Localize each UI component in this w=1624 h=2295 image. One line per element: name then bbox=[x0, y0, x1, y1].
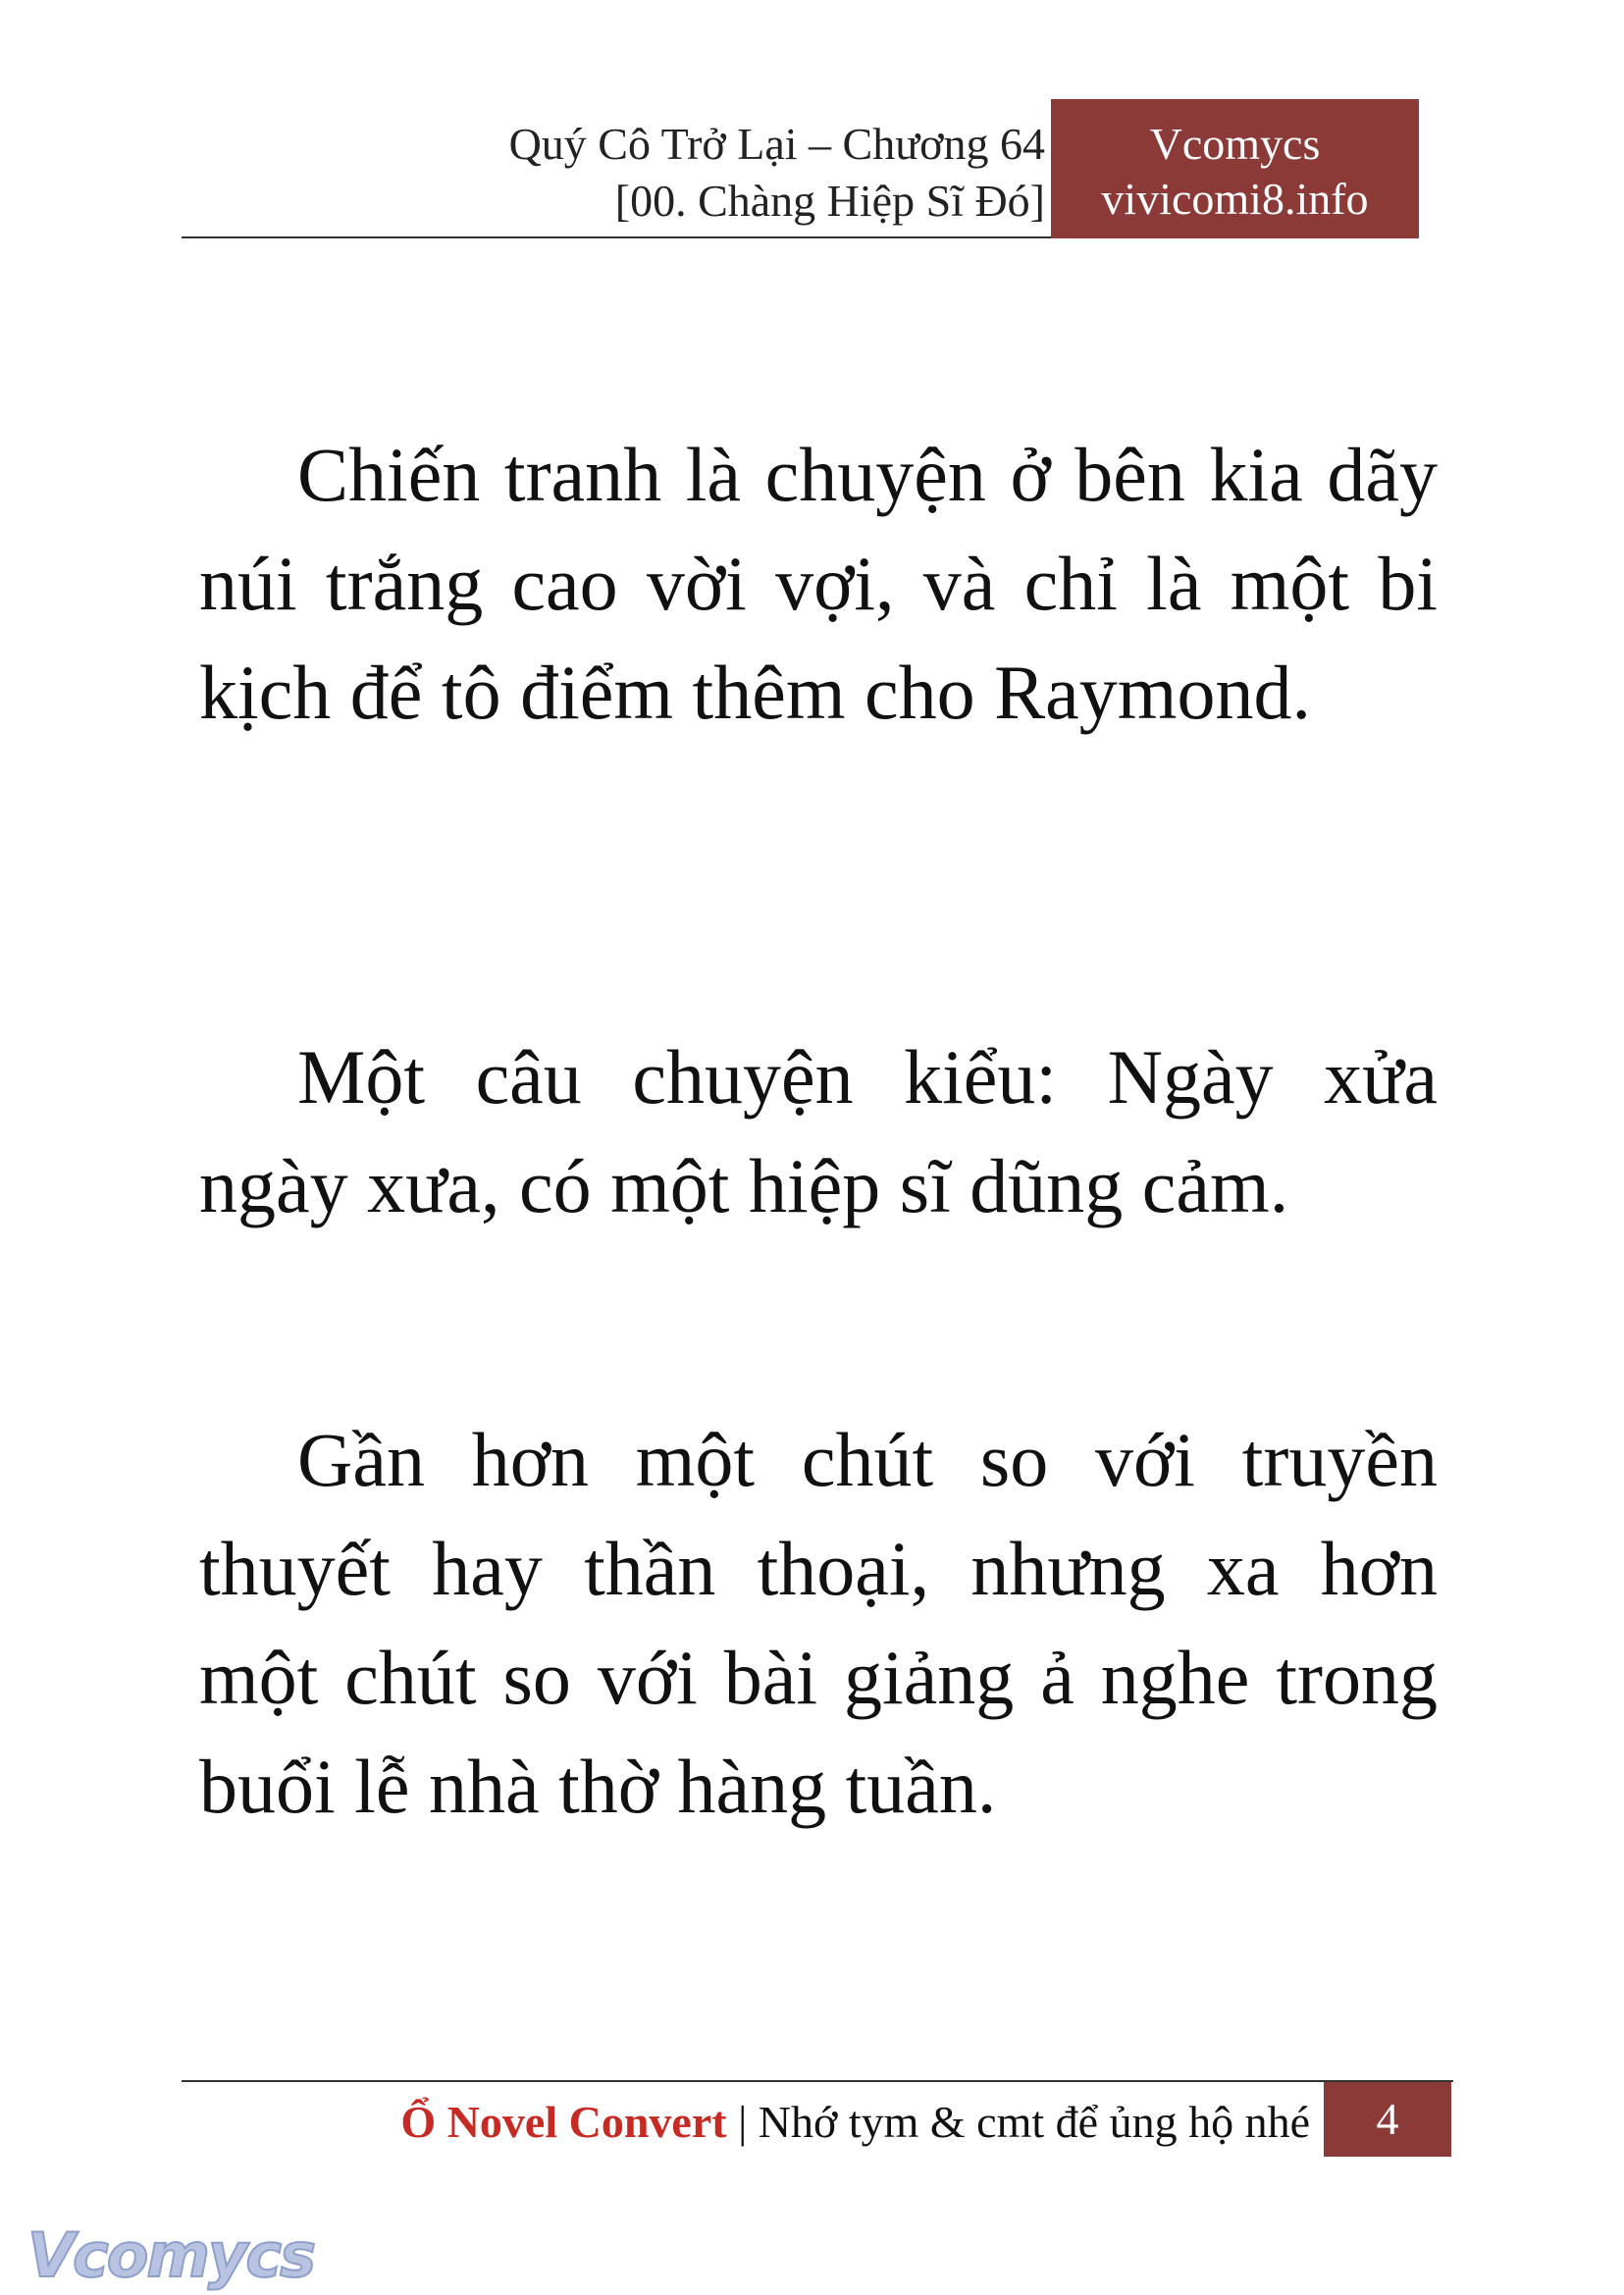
page-header-title bbox=[509, 116, 1045, 230]
watermark-logo: Vcomycs bbox=[27, 2219, 315, 2291]
footer-message: Nhớ tym & cmt để ủng hộ nhé bbox=[758, 2097, 1310, 2147]
footer-brand: Ổ Novel Convert bbox=[400, 2097, 727, 2147]
paragraph-text: Gần hơn một chút so với truyền thuyết hay thần thoại, nhưng xa hơn một chút so với bài giảng ả nghe trong buổi lễ nhà thờ hàng tuần. bbox=[199, 1417, 1438, 1829]
paragraph-text: Chiến tranh là chuyện ở bên kia dãy núi trắng cao vời vợi, và chỉ là một bi kịch để tô điểm thêm cho Raymond. bbox=[199, 432, 1438, 735]
footer-separator: | bbox=[738, 2097, 748, 2147]
header-brand-name: Vcomycs bbox=[1149, 119, 1321, 169]
section-title: [00. Chàng Hiệp Sĩ Đó] bbox=[614, 176, 1045, 226]
header-divider bbox=[182, 236, 1051, 238]
page-number: 4 bbox=[1324, 2082, 1451, 2157]
body-paragraph-2 bbox=[199, 1022, 1438, 1240]
footer-text bbox=[400, 2090, 1310, 2155]
chapter-title: Quý Cô Trở Lại – Chương 64 bbox=[508, 119, 1045, 169]
paragraph-text: Một câu chuyện kiểu: Ngày xửa ngày xưa, có một hiệp sĩ dũng cảm. bbox=[199, 1034, 1438, 1228]
header-brand-url: vivicomi8.info bbox=[1101, 174, 1369, 224]
body-paragraph-3 bbox=[199, 1405, 1438, 1841]
body-paragraph-1 bbox=[199, 420, 1438, 747]
header-brand-box bbox=[1051, 99, 1419, 238]
footer-divider bbox=[182, 2080, 1453, 2082]
